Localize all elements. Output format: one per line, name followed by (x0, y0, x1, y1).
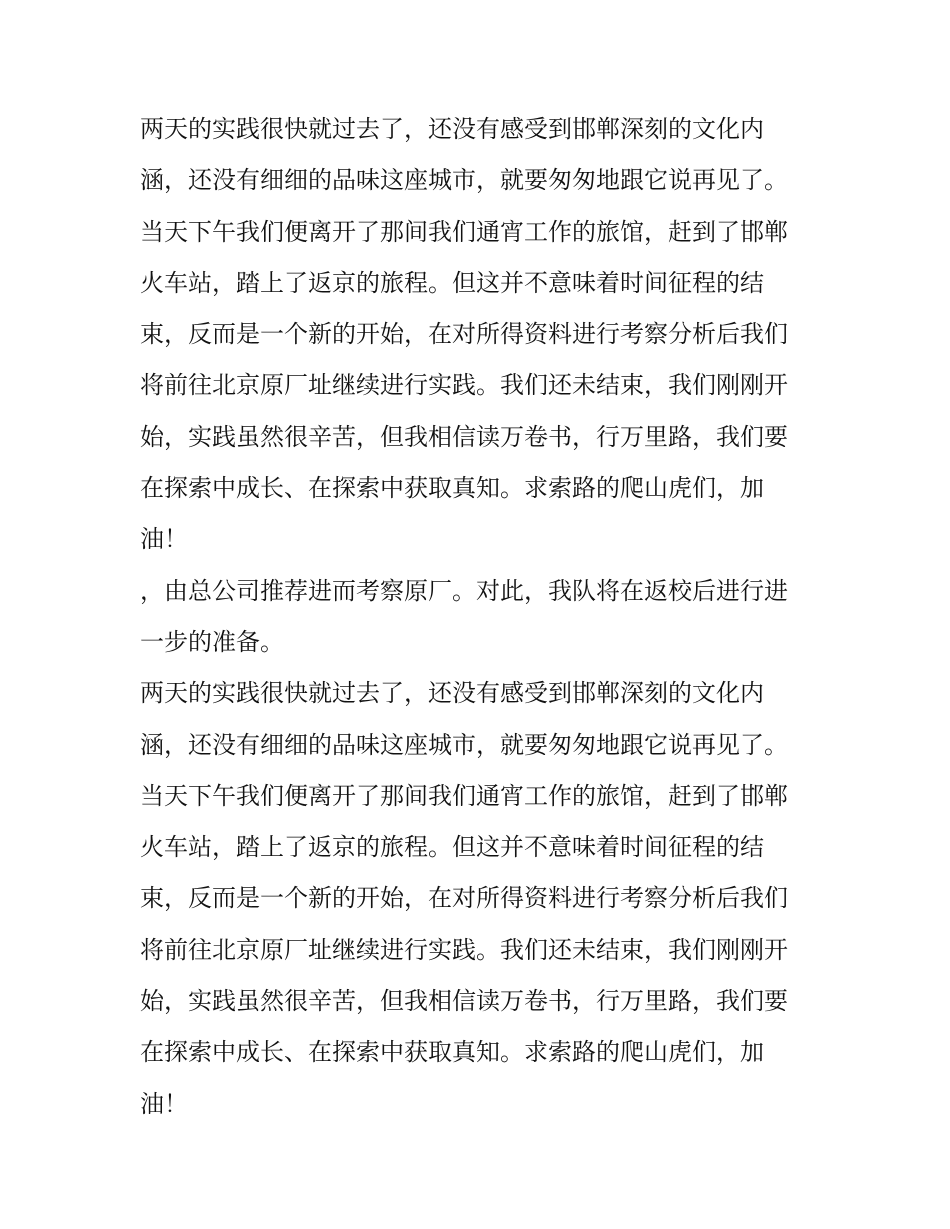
text-line: 始，实践虽然很辛苦，但我相信读万卷书，行万里路，我们要 (140, 422, 788, 451)
text-line: 涵，还没有细细的品味这座城市，就要匆匆地跟它说再见了。 (140, 166, 788, 195)
text-line: 油！ (140, 1089, 188, 1118)
text-line: 涵，还没有细细的品味这座城市，就要匆匆地跟它说再见了。 (140, 730, 788, 759)
text-line: 将前往北京原厂址继续进行实践。我们还未结束，我们刚刚开 (140, 371, 788, 400)
text-line: 在探索中成长、在探索中获取真知。求索路的爬山虎们，加 (140, 1038, 764, 1067)
text-line: 火车站，踏上了返京的旅程。但这并不意味着时间征程的结 (140, 268, 764, 297)
text-line: 在探索中成长、在探索中获取真知。求索路的爬山虎们，加 (140, 474, 764, 503)
text-line: 两天的实践很快就过去了，还没有感受到邯郸深刻的文化内 (140, 115, 764, 143)
text-line: 油！ (140, 525, 188, 554)
text-line: 束，反而是一个新的开始，在对所得资料进行考察分析后我们 (140, 320, 788, 349)
text-line: 火车站，踏上了返京的旅程。但这并不意味着时间征程的结 (140, 833, 764, 862)
text-line: 当天下午我们便离开了那间我们通宵工作的旅馆，赶到了邯郸 (140, 781, 788, 810)
text-line: ，由总公司推荐进而考察原厂。对此，我队将在返校后进行进 (140, 576, 788, 605)
text-line: 两天的实践很快就过去了，还没有感受到邯郸深刻的文化内 (140, 679, 764, 708)
text-line: 始，实践虽然很辛苦，但我相信读万卷书，行万里路，我们要 (140, 987, 788, 1016)
text-line: 束，反而是一个新的开始，在对所得资料进行考察分析后我们 (140, 884, 788, 913)
document-body (140, 104, 830, 1130)
text-line: 将前往北京原厂址继续进行实践。我们还未结束，我们刚刚开 (140, 935, 788, 964)
text-line: 一步的准备。 (140, 627, 284, 656)
text-line: 当天下午我们便离开了那间我们通宵工作的旅馆，赶到了邯郸 (140, 217, 788, 246)
